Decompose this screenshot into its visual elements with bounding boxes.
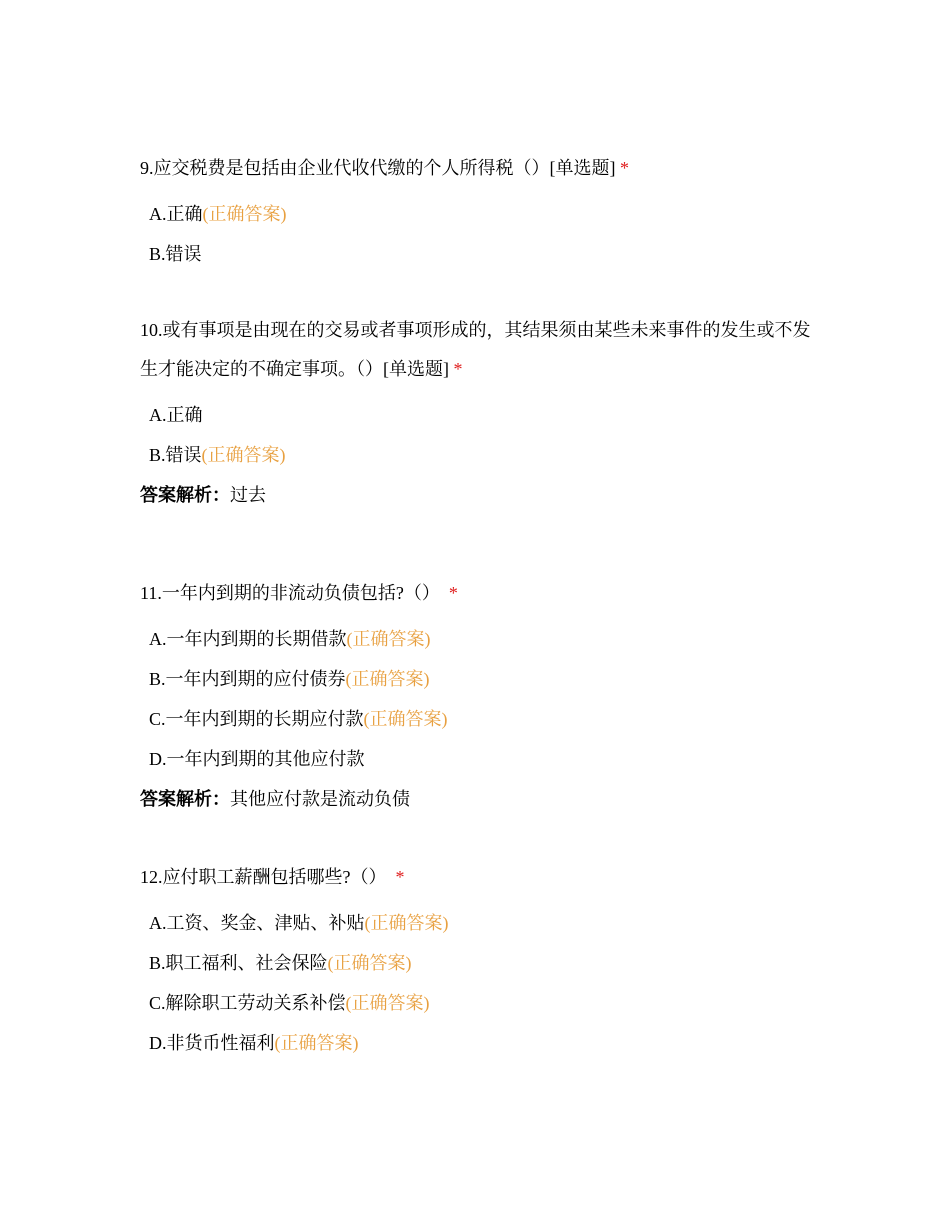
question-9 — [140, 149, 820, 274]
option-a: A.工资、奖金、津贴、补贴(正确答案) — [149, 913, 449, 933]
question-title: 11.一年内到期的非流动负债包括?（） * — [140, 583, 458, 603]
question-title: 9.应交税费是包括由企业代收代缴的个人所得税（）[单选题] * — [140, 158, 629, 178]
option-c: C.解除职工劳动关系补偿(正确答案) — [149, 993, 430, 1013]
correct-answer-mark: (正确答案) — [201, 445, 286, 465]
required-asterisk: * — [453, 359, 463, 379]
option-a: A.一年内到期的长期借款(正确答案) — [149, 629, 431, 649]
required-asterisk: * — [395, 867, 405, 887]
answer-analysis — [140, 475, 820, 515]
correct-answer-mark: (正确答案) — [202, 204, 287, 224]
option-b: B.错误(正确答案) — [149, 445, 286, 465]
question-title: 12.应付职工薪酬包括哪些?（） * — [140, 867, 405, 887]
analysis-text: 其他应付款是流动负债 — [230, 789, 410, 809]
correct-answer-mark: (正确答案) — [345, 993, 430, 1013]
correct-answer-mark: (正确答案) — [346, 629, 431, 649]
correct-answer-mark: (正确答案) — [345, 669, 430, 689]
correct-answer-mark: (正确答案) — [274, 1033, 359, 1053]
analysis-label: 答案解析： — [140, 485, 230, 505]
correct-answer-mark: (正确答案) — [364, 913, 449, 933]
option-b: B.职工福利、社会保险(正确答案) — [149, 953, 412, 973]
question-12 — [140, 858, 820, 1063]
question-title: 10.或有事项是由现在的交易或者事项形成的，其结果须由某些未来事件的发生或不发生才能决定的不确定事项。（）[单选题] * — [140, 320, 811, 379]
option-d: D.一年内到期的其他应付款 — [149, 749, 365, 769]
option-a: A.正确(正确答案) — [149, 204, 287, 224]
analysis-label: 答案解析： — [140, 789, 230, 809]
option-b: B.错误 — [149, 244, 202, 264]
analysis-text: 过去 — [230, 485, 266, 505]
correct-answer-mark: (正确答案) — [327, 953, 412, 973]
option-c: C.一年内到期的长期应付款(正确答案) — [149, 709, 448, 729]
option-d: D.非货币性福利(正确答案) — [149, 1033, 359, 1053]
required-asterisk: * — [448, 583, 458, 603]
answer-analysis — [140, 779, 820, 819]
question-11 — [140, 574, 820, 819]
option-a: A.正确 — [149, 405, 203, 425]
correct-answer-mark: (正确答案) — [363, 709, 448, 729]
question-10 — [140, 311, 820, 515]
required-asterisk: * — [620, 158, 629, 178]
option-b: B.一年内到期的应付债券(正确答案) — [149, 669, 430, 689]
